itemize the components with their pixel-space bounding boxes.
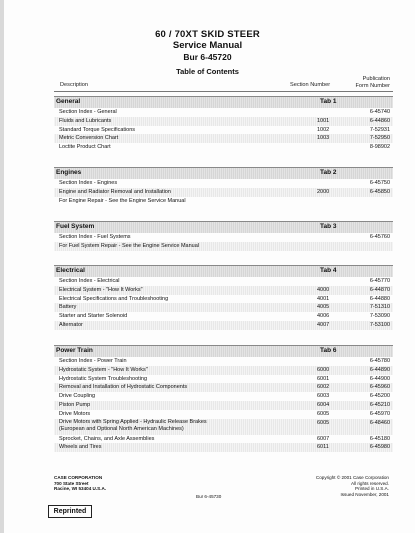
row-description-line: Piston Pump (59, 401, 91, 408)
section-power-train (54, 345, 393, 452)
row-form-number: 6-45980 (369, 444, 390, 451)
toc-row (54, 357, 393, 366)
toc-row (54, 410, 393, 419)
section-tab: Tab 2 (320, 169, 337, 176)
row-section-number: 6007 (317, 435, 330, 442)
toc-row (54, 117, 393, 126)
row-form-number: 6-44880 (369, 295, 390, 302)
row-description-line: Section Index - Power Train (59, 358, 127, 364)
section-electrical (54, 265, 393, 330)
row-form-number: 6-45210 (369, 401, 390, 408)
row-form-number: 6-45970 (369, 410, 390, 417)
row-form-number: 6-45960 (369, 384, 390, 391)
toc-row (54, 277, 393, 286)
toc-row (54, 375, 393, 384)
row-description (59, 401, 90, 410)
row-form-number: 6-44890 (369, 366, 390, 373)
row-description-line: Wheels and Tires (59, 444, 102, 451)
toc-row (54, 303, 393, 312)
row-description-line: Standard Torque Specifications (59, 126, 136, 133)
row-section-number: 6001 (317, 375, 330, 382)
row-description (59, 321, 83, 330)
section-header (54, 221, 393, 233)
footer-number: Bur 6-45730 (196, 494, 222, 499)
section-tab: Tab 3 (320, 223, 337, 230)
row-form-number: 7-52950 (369, 135, 390, 142)
row-section-number: 4001 (317, 295, 330, 302)
section-tab: Tab 1 (320, 98, 337, 105)
row-description (59, 134, 118, 143)
column-header-section: Section Number (290, 82, 331, 88)
row-section-number: 6000 (317, 366, 330, 373)
row-description-line: Fluids and Lubricants (59, 117, 112, 124)
section-title: General (56, 98, 81, 105)
document-number: Bur 6-45720 (183, 52, 232, 62)
row-description-line: For Engine Repair - See the Engine Service Manual (59, 197, 186, 204)
row-description (59, 410, 90, 419)
row-section-number: 4005 (317, 304, 330, 311)
row-description (59, 443, 102, 452)
section-title: Fuel System (56, 223, 95, 230)
row-form-number: 6-44900 (369, 375, 390, 382)
footer-copyright (316, 475, 389, 497)
row-description (59, 117, 111, 126)
section-fuel-system (54, 221, 393, 251)
row-description (59, 303, 76, 312)
row-description (59, 179, 117, 188)
column-header-form-line2: Form Number (355, 83, 390, 89)
toc-row (54, 312, 393, 321)
toc-row (54, 392, 393, 401)
row-description-line: Section Index - Electrical (59, 278, 120, 284)
toc-row (54, 179, 393, 188)
toc-row (54, 108, 393, 117)
row-description (59, 312, 127, 321)
section-tab: Tab 6 (320, 347, 337, 354)
row-form-number: 6-45770 (369, 278, 390, 284)
company-city: Racine, WI 53404 U.S.A. (54, 486, 107, 492)
row-description-line: Alternator (59, 321, 83, 328)
toc-row (54, 401, 393, 410)
row-description (59, 375, 147, 384)
toc-row (54, 242, 393, 251)
row-form-number: 6-45740 (369, 109, 390, 115)
issued-line: Issued November, 2001 (340, 491, 389, 497)
row-section-number: 6003 (317, 393, 330, 400)
section-header (54, 96, 393, 108)
row-description-line: Electrical Specifications and Troubleshooting (59, 295, 169, 302)
row-description (59, 197, 186, 206)
row-description-line: Battery (59, 304, 77, 311)
row-description (59, 126, 135, 135)
row-description-line: Metric Conversion Chart (59, 135, 119, 142)
row-description (59, 233, 131, 242)
row-form-number: 7-53090 (369, 313, 390, 320)
row-section-number: 1002 (317, 126, 330, 133)
row-description (59, 242, 199, 251)
row-section-number: 6004 (317, 401, 330, 408)
company-street: 700 State Street (54, 480, 89, 486)
toc-row (54, 419, 393, 435)
row-description-line: Drive Coupling (59, 393, 96, 400)
row-description-line: Engine and Radiator Removal and Installation (59, 188, 171, 195)
document-subtitle: Service Manual (172, 40, 243, 51)
row-form-number: 6-48460 (369, 419, 390, 426)
row-section-number: 6002 (317, 384, 330, 391)
section-title: Power Train (56, 347, 93, 354)
row-section-number: 4000 (317, 286, 330, 293)
row-description-line: Section Index - Engines (59, 180, 118, 186)
row-description-line: Drive Motors with Spring Applied - Hydraulic Release Brakes (59, 418, 207, 425)
row-description (59, 383, 187, 392)
row-description-line: Hydrostatic System - "How It Works" (59, 366, 148, 373)
toc-row (54, 383, 393, 392)
section-header (54, 265, 393, 277)
toc-row (54, 443, 393, 452)
copyright-line: Copyright © 2001 Case Corporation (315, 475, 389, 480)
row-description-line: Section Index - General (59, 109, 117, 115)
rights-line: All rights reserved. (350, 480, 389, 486)
row-description (59, 419, 207, 434)
row-form-number: 7-53100 (369, 321, 390, 328)
row-form-number: 8-98902 (369, 144, 390, 151)
row-description (59, 295, 168, 304)
company-name: CASE CORPORATION (54, 475, 103, 480)
footer-company (54, 475, 106, 492)
toc-row (54, 435, 393, 444)
toc-row (54, 197, 393, 206)
row-form-number: 6-45780 (369, 358, 390, 364)
row-description-line: Sprocket, Chains, and Axle Assemblies (59, 435, 155, 442)
section-general (54, 96, 393, 152)
row-description-line: Starter and Starter Solenoid (59, 313, 128, 320)
row-description-line: For Fuel System Repair - See the Engine Service Manual (59, 242, 200, 249)
section-tab: Tab 4 (320, 267, 337, 274)
row-section-number: 6011 (317, 444, 329, 451)
reprinted-stamp: Reprinted (48, 505, 92, 518)
row-description (59, 366, 148, 375)
toc-row (54, 295, 393, 304)
toc-heading: Table of Contents (176, 67, 239, 76)
toc-row (54, 233, 393, 242)
row-section-number: 1001 (317, 117, 330, 124)
toc-row (54, 143, 393, 152)
row-section-number: 2000 (317, 188, 330, 195)
toc-row (54, 366, 393, 375)
row-description (59, 357, 127, 366)
toc-row (54, 188, 393, 197)
row-description (59, 277, 120, 286)
row-section-number: 6005 (317, 419, 330, 426)
section-engines (54, 167, 393, 205)
row-form-number: 6-45200 (369, 393, 390, 400)
column-header-description: Description (60, 82, 88, 88)
row-description-line: Hydrostatic System Troubleshooting (59, 375, 148, 382)
row-form-number: 6-45760 (369, 234, 390, 240)
row-form-number: 7-52931 (369, 126, 390, 133)
row-description-line: Removal and Installation of Hydrostatic Components (59, 384, 188, 391)
toc-row (54, 134, 393, 143)
row-form-number: 7-51310 (369, 304, 390, 311)
toc-row (54, 321, 393, 330)
column-header-form-line1: Publication (362, 76, 390, 82)
section-header (54, 345, 393, 357)
section-title: Electrical (56, 267, 85, 274)
toc-row (54, 126, 393, 135)
row-form-number: 6-44860 (369, 117, 390, 124)
row-form-number: 6-45180 (369, 435, 390, 442)
row-description (59, 435, 154, 444)
row-description-line: Loctite Product Chart (59, 144, 111, 151)
printed-line: Printed in U.S.A. (355, 486, 389, 492)
row-form-number: 6-45850 (369, 188, 390, 195)
row-section-number: 6005 (317, 410, 330, 417)
page-edge (0, 0, 4, 533)
row-description (59, 108, 117, 117)
row-description (59, 286, 143, 295)
row-form-number: 6-45750 (369, 180, 390, 186)
section-title: Engines (56, 169, 82, 176)
row-form-number: 6-44870 (369, 286, 390, 293)
row-description-line: Section Index - Fuel Systems (59, 234, 131, 240)
row-description (59, 143, 111, 152)
row-description (59, 188, 171, 197)
row-description-line: Drive Motors (59, 410, 91, 417)
document-title: 60 / 70XT SKID STEER (155, 29, 260, 40)
row-section-number: 4006 (317, 313, 330, 320)
row-section-number: 4007 (317, 321, 330, 328)
row-description-line: (European and Optional North American Machines) (59, 426, 184, 433)
header-rule (54, 91, 393, 92)
row-description-line: Electrical System - "How It Works" (59, 286, 143, 293)
section-header (54, 167, 393, 179)
row-description (59, 392, 95, 401)
row-section-number: 1003 (317, 135, 330, 142)
toc-row (54, 286, 393, 295)
